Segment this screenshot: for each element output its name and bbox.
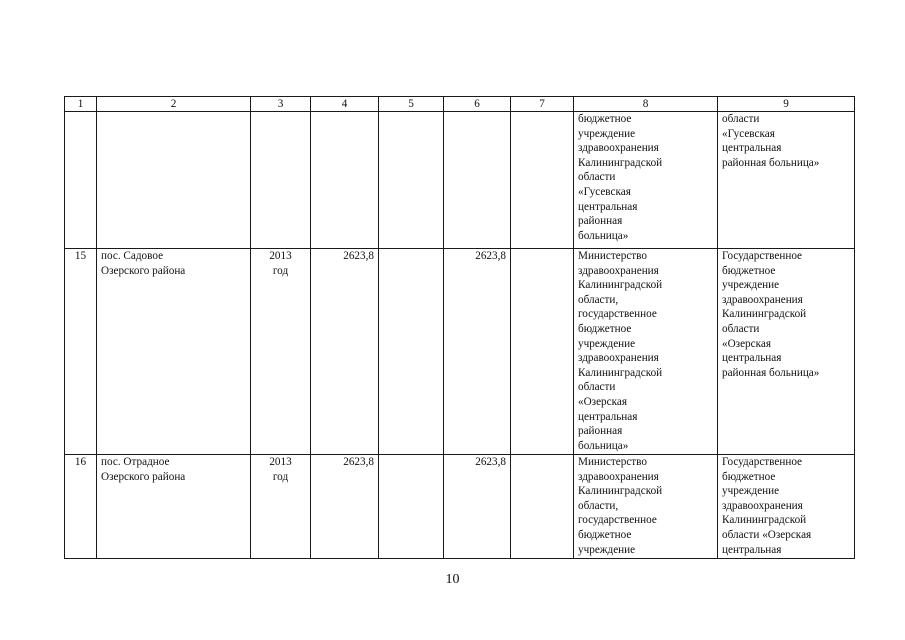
amount-col7-cell [511, 249, 574, 455]
table-row [65, 455, 855, 559]
recipient-cell: Государственное бюджетное учреждение здравоохранения Калининградской области «Озерская центральная [718, 455, 855, 559]
amount-total-cell: 2623,8 [311, 455, 379, 559]
settlement-cell: пос. Садовое Озерского района [97, 249, 251, 455]
amount-col6-cell: 2623,8 [444, 455, 511, 559]
row-number: 16 [65, 455, 97, 559]
amount-total-cell: 2623,8 [311, 249, 379, 455]
header-cell-1: 1 [65, 97, 97, 112]
settlement-cell [97, 112, 251, 249]
table-row [65, 112, 855, 249]
year-cell: 2013 год [251, 249, 311, 455]
responsible-cell: бюджетное учреждение здравоохранения Калининградской области «Гусевская центральная районная больница» [574, 112, 718, 249]
header-cell-2: 2 [97, 97, 251, 112]
responsible-cell: Министерство здравоохранения Калининградской области, государственное бюджетное учреждение здравоохранения Калининградской области «Озерская центральная районная больница» [574, 249, 718, 455]
responsible-cell: Министерство здравоохранения Калининградской области, государственное бюджетное учреждение [574, 455, 718, 559]
header-cell-4: 4 [311, 97, 379, 112]
amount-col5-cell [379, 112, 444, 249]
header-cell-6: 6 [444, 97, 511, 112]
recipient-cell: Государственное бюджетное учреждение здравоохранения Калининградской области «Озерская центральная районная больница» [718, 249, 855, 455]
header-row [65, 97, 855, 112]
header-cell-9: 9 [718, 97, 855, 112]
page-number: 10 [445, 572, 460, 587]
year-cell [251, 112, 311, 249]
settlement-cell: пос. Отрадное Озерского района [97, 455, 251, 559]
recipient-cell: области «Гусевская центральная районная больница» [718, 112, 855, 249]
amount-col5-cell [379, 249, 444, 455]
row-number [65, 112, 97, 249]
amount-col6-cell [444, 112, 511, 249]
amount-col6-cell: 2623,8 [444, 249, 511, 455]
table-row [65, 249, 855, 455]
amount-col7-cell [511, 455, 574, 559]
header-cell-7: 7 [511, 97, 574, 112]
year-cell: 2013 год [251, 455, 311, 559]
amount-col7-cell [511, 112, 574, 249]
header-cell-5: 5 [379, 97, 444, 112]
amount-col5-cell [379, 455, 444, 559]
document-table [64, 96, 855, 559]
amount-total-cell [311, 112, 379, 249]
row-number: 15 [65, 249, 97, 455]
header-cell-3: 3 [251, 97, 311, 112]
header-cell-8: 8 [574, 97, 718, 112]
